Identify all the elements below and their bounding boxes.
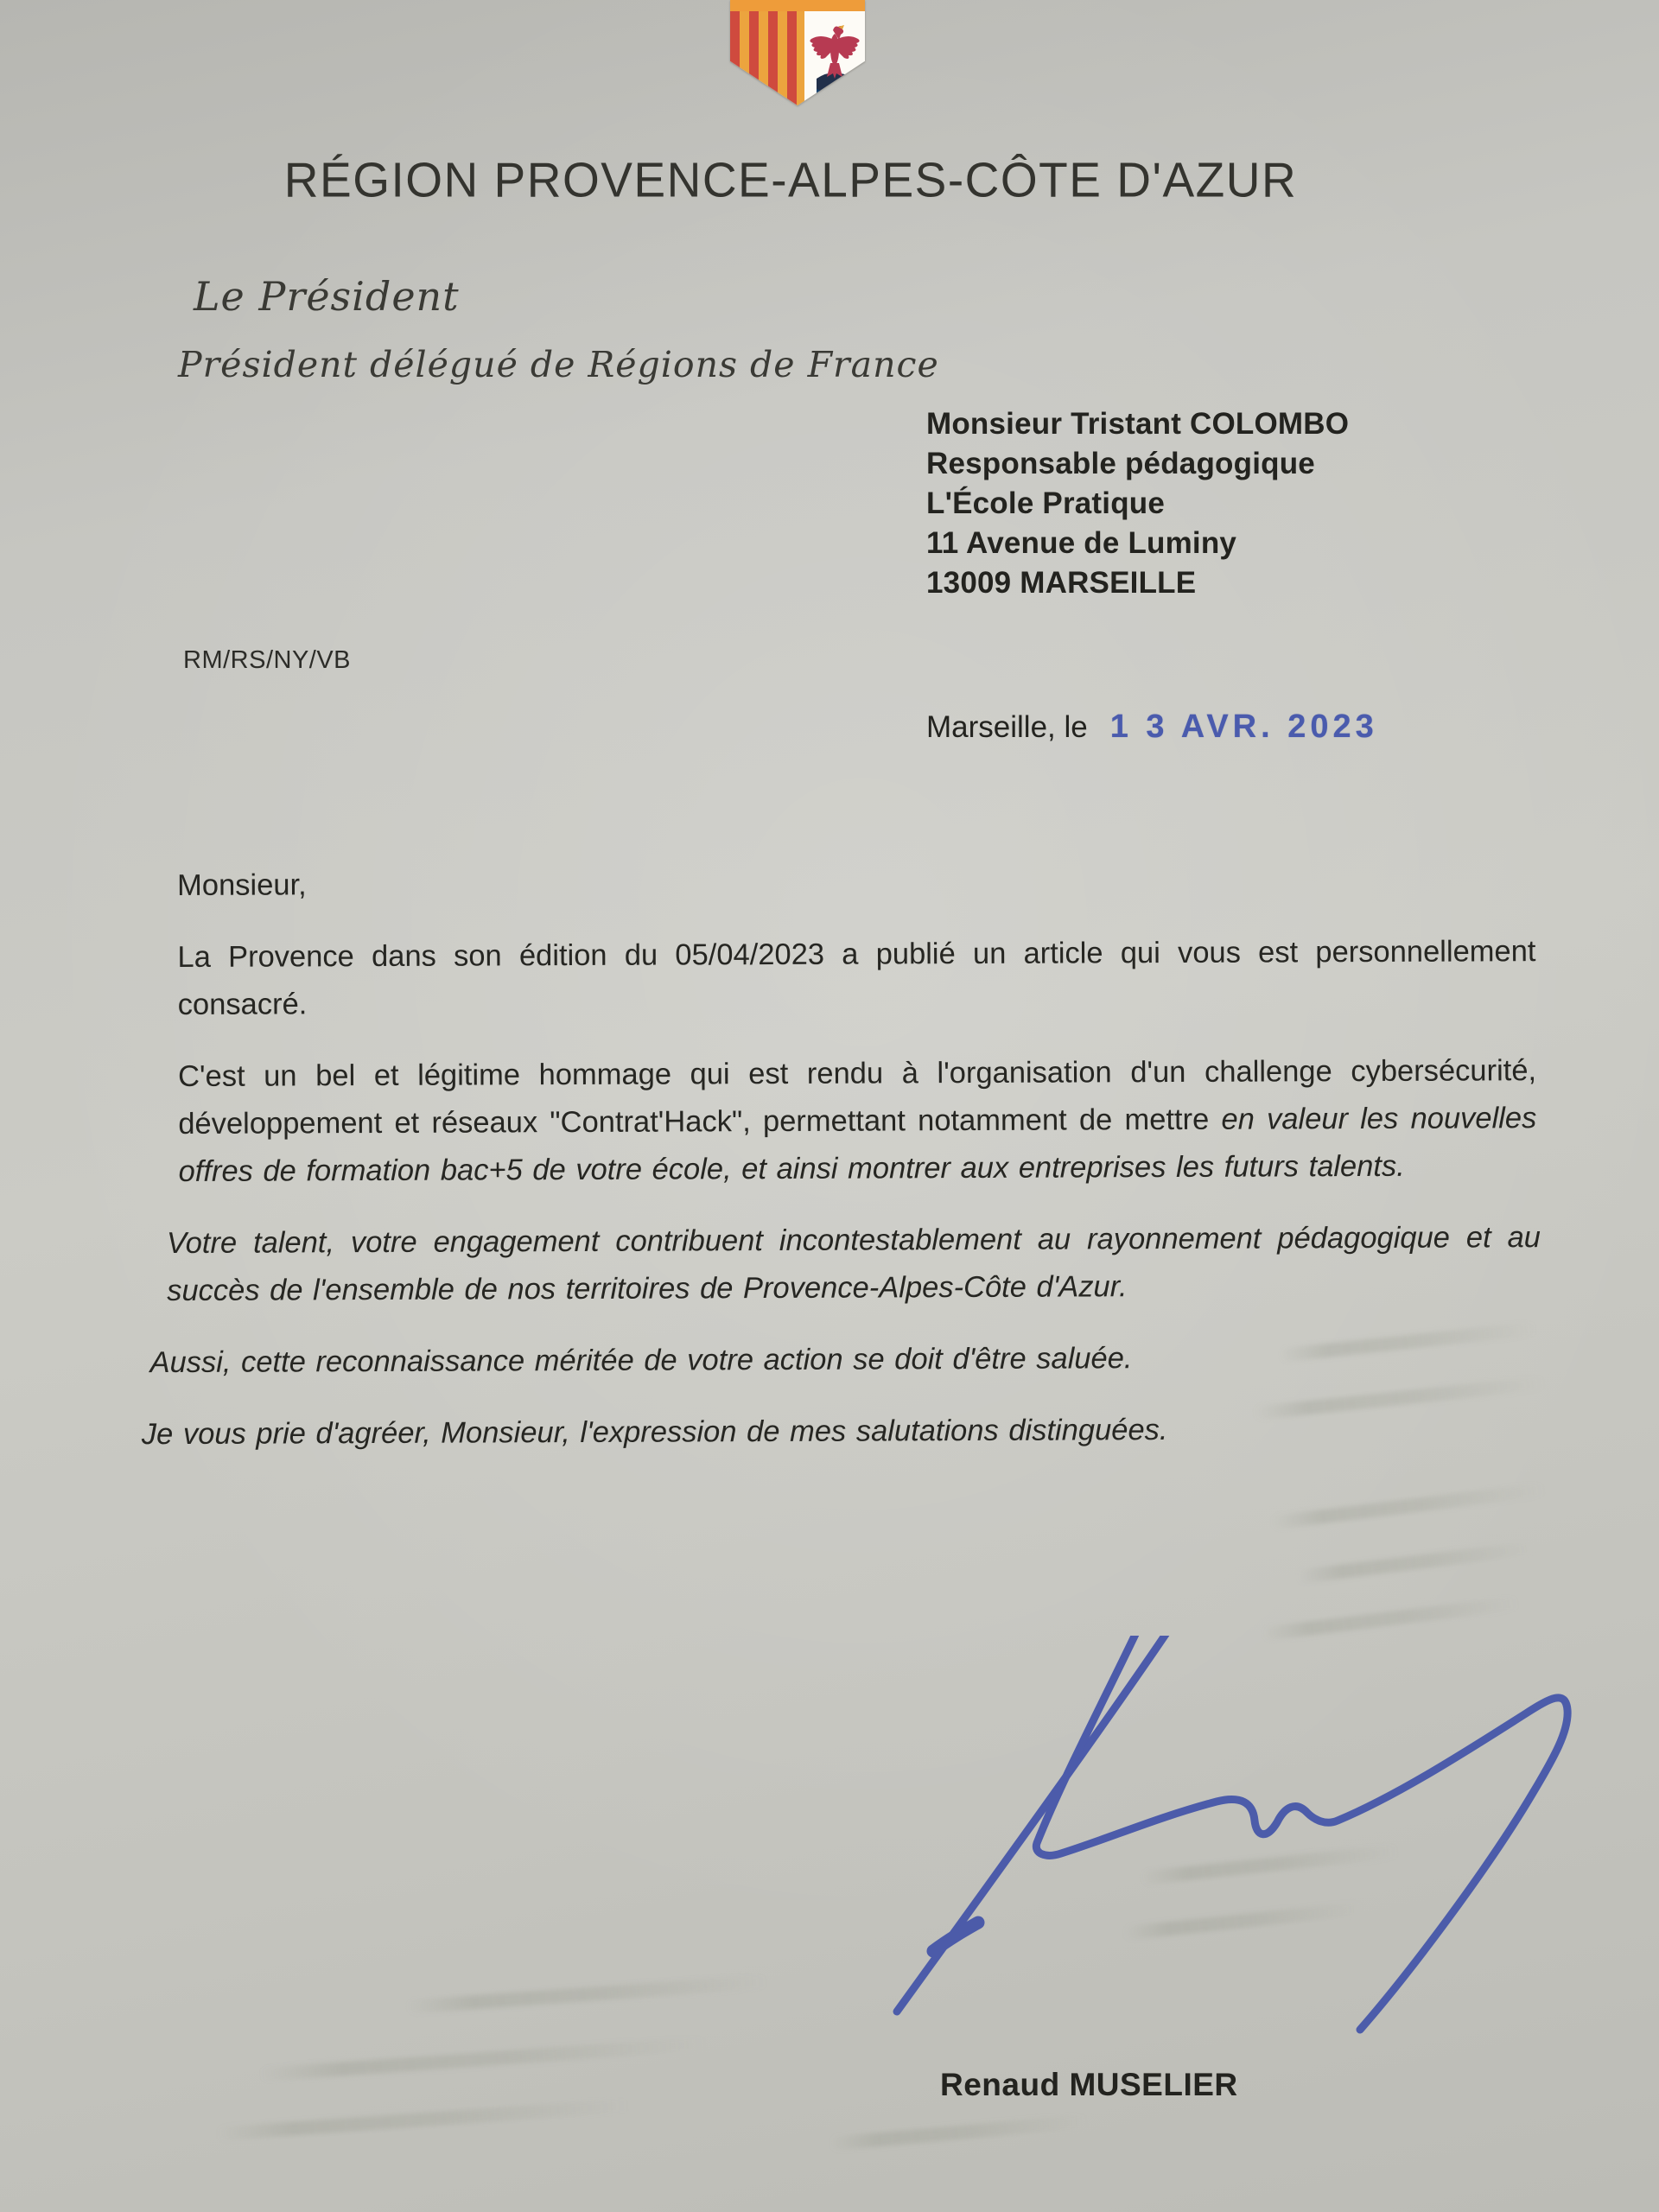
recipient-city: 13009 MARSEILLE	[926, 566, 1197, 600]
signer-name: Renaud MUSELIER	[940, 2067, 1238, 2102]
paragraph-1: La Provence dans son édition du 05/04/2023 a publié un article qui vous est personnellement consacré.	[177, 935, 1536, 1021]
bleed-through-artifact	[1262, 1596, 1521, 1641]
paragraph-3: Votre talent, votre engagement contribuent incontestablement au rayonnement pédagogique et au succès de l'ensemble de nos territoires de Provence-Alpes-Côte d'Azur.	[166, 1221, 1541, 1308]
sender-title-president: Le Président	[194, 273, 460, 320]
handwritten-signature	[864, 1636, 1607, 2050]
eagle-icon	[804, 11, 865, 105]
bleed-through-artifact	[1296, 1541, 1538, 1584]
paragraph-4: Aussi, cette reconnaissance méritée de votre action se doit d'être saluée.	[149, 1342, 1133, 1380]
sender-title-delegate: Président délégué de Régions de France	[178, 344, 939, 385]
dateline-prefix: Marseille, le	[926, 710, 1088, 744]
closing-formula: Je vous prie d'agréer, Monsieur, l'expression de mes salutations distinguées.	[141, 1414, 1168, 1452]
letter-body	[141, 856, 1541, 1459]
region-paca-coat-of-arms-icon	[730, 0, 865, 105]
provence-stripes	[730, 11, 804, 105]
region-title: RÉGION PROVENCE-ALPES-CÔTE D'AZUR	[283, 152, 1298, 207]
paragraph-2-italic: en valeur les nouvelles offres de formation bac+5 de votre école, et ainsi montrer aux entreprises les futurs talents.	[178, 1102, 1537, 1188]
shield-shape	[730, 0, 865, 105]
recipient-role: Responsable pédagogique	[926, 447, 1315, 480]
shield-top-band	[730, 0, 865, 11]
salutation: Monsieur,	[177, 868, 307, 902]
dateline	[926, 709, 1378, 746]
nice-eagle-field	[804, 11, 865, 105]
file-reference: RM/RS/NY/VB	[183, 646, 352, 674]
bleed-through-artifact	[1270, 1483, 1547, 1530]
recipient-name: Monsieur Tristant COLOMBO	[926, 407, 1350, 441]
recipient-organization: L'École Pratique	[926, 486, 1166, 520]
date-stamp: 1 3 AVR. 2023	[1109, 709, 1378, 745]
recipient-address-block	[926, 404, 1349, 603]
paragraph-2-normal: C'est un bel et légitime hommage qui est rendu à l'organisation d'un challenge cybersécurité, développement et réseaux "Contrat'Hack", permettant notamment de mettre	[177, 1054, 1537, 1141]
bleed-through-artifact	[406, 1974, 769, 2013]
bleed-through-artifact	[216, 2098, 631, 2140]
bleed-through-artifact	[259, 2037, 709, 2082]
recipient-street: 11 Avenue de Luminy	[926, 526, 1237, 560]
bleed-through-artifact	[830, 2114, 1089, 2151]
paragraph-2	[178, 1047, 1537, 1196]
